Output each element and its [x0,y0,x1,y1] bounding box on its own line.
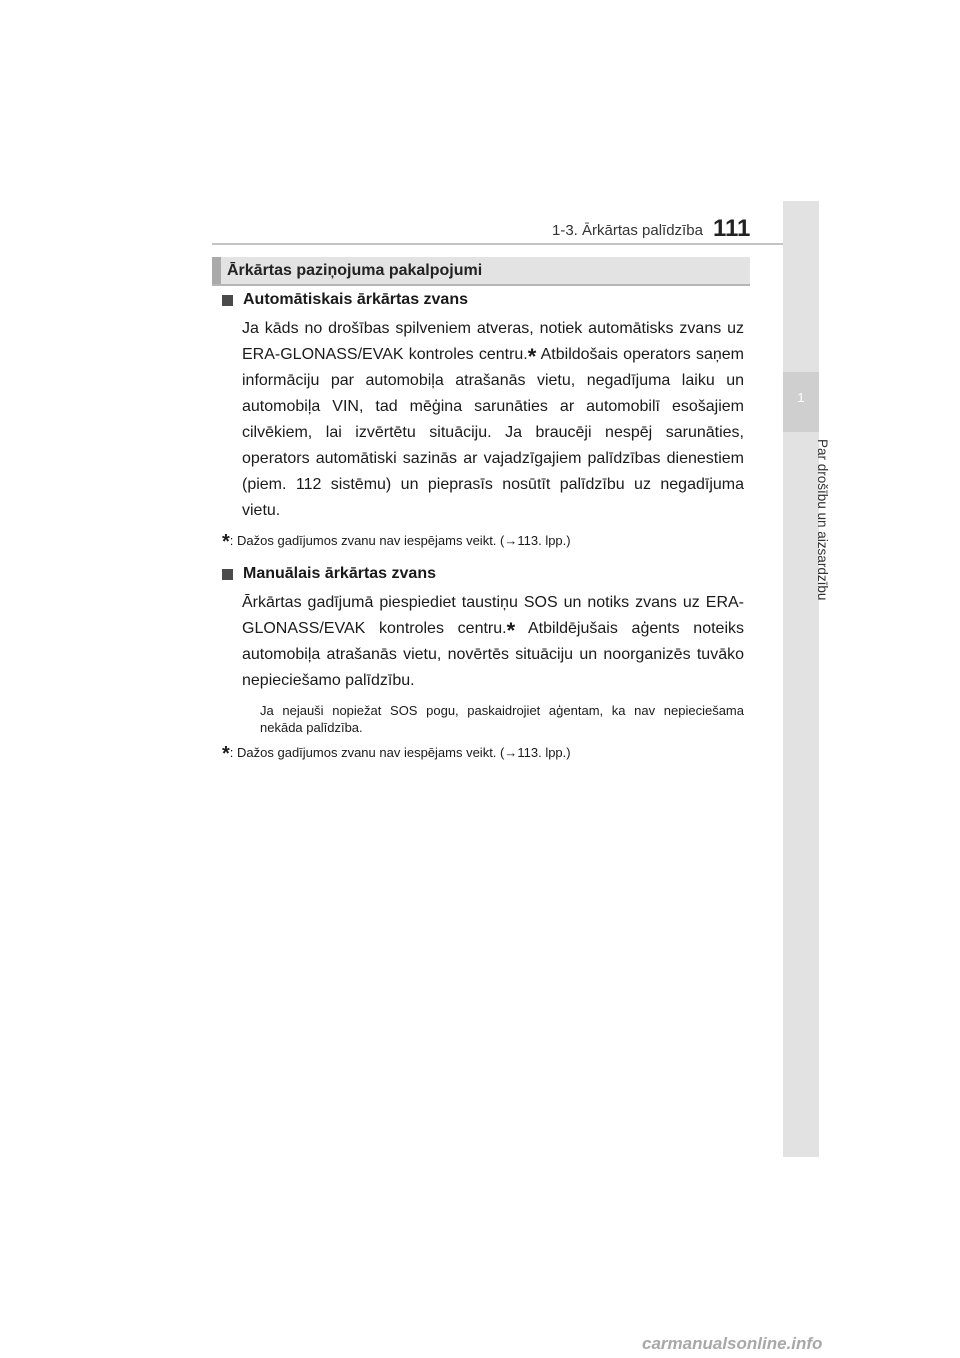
item-paragraph [242,316,744,524]
item-title-text: Manuālais ārkārtas zvans [243,565,436,582]
item-paragraph [242,590,744,694]
side-tab-label: Par drošību un aizsardzību [815,439,830,601]
side-tab-number: 1 [797,390,805,405]
paragraph-part-b: Atbildošais operators saņem informāciju par automobiļa atrašanās vietu, negadījuma laiku un automobiļa VIN, tad mēģina sarunāties ar automobilī esošajiem cilvēkiem, lai izvērtētu situāciju. Ja braucēji nespēj sarunāties, operators automātiski sazinās ar vajadzīgajiem palīdzības dienestiem (piem. 112 sistēmu) un pieprasīs nosūtīt palīdzību uz negadījuma vietu. [242,346,744,519]
page-number: 111 [713,215,751,242]
section-heading [212,257,750,286]
item-title [222,289,744,311]
item-automatic-call [222,289,744,551]
small-note: Ja nejauši nopiežat SOS pogu, paskaidrojiet aģentam, ka nav nepieciešama nekāda palīdzība. [260,703,744,735]
content [222,289,744,763]
footnote [222,744,744,763]
paragraph-part-a: Ja kāds no drošības spilveniem atveras, notiek automātisks zvans uz ERA-GLONASS/EVAK kontroles centru. [242,320,744,363]
item-manual-call [222,563,744,763]
side-tab [783,201,819,1157]
footnote [222,532,744,551]
header-divider [212,243,818,245]
footnote-text: : Dažos gadījumos zvanu nav iespējams veikt. (→113. lpp.) [229,533,571,548]
paragraph-part-b: Atbildējušais aģents noteiks automobiļa atrašanās vietu, novērtēs situāciju un noorganizēs tuvāko nepieciešamo palīdzību. [242,620,745,689]
square-bullet-icon [222,569,233,580]
item-title [222,563,744,585]
paragraph-part-a: Ārkārtas gadījumā piespiediet taustiņu SOS un notiks zvans uz ERA-GLONASS/EVAK kontroles centru. [242,594,744,637]
footnote-asterisk: * [222,743,230,765]
asterisk-mark: * [527,344,537,369]
watermark: carmanualsonline.info [642,1334,823,1353]
item-title-text: Automātiskais ārkārtas zvans [243,291,468,308]
section-heading-text: Ārkārtas paziņojuma pakalpojumi [227,261,483,279]
header-section-title: 1-3. Ārkārtas palīdzība [552,222,703,239]
asterisk-mark: * [506,618,516,643]
footnote-text: : Dažos gadījumos zvanu nav iespējams veikt. (→113. lpp.) [229,745,571,760]
footnote-asterisk: * [222,531,230,553]
square-bullet-icon [222,295,233,306]
